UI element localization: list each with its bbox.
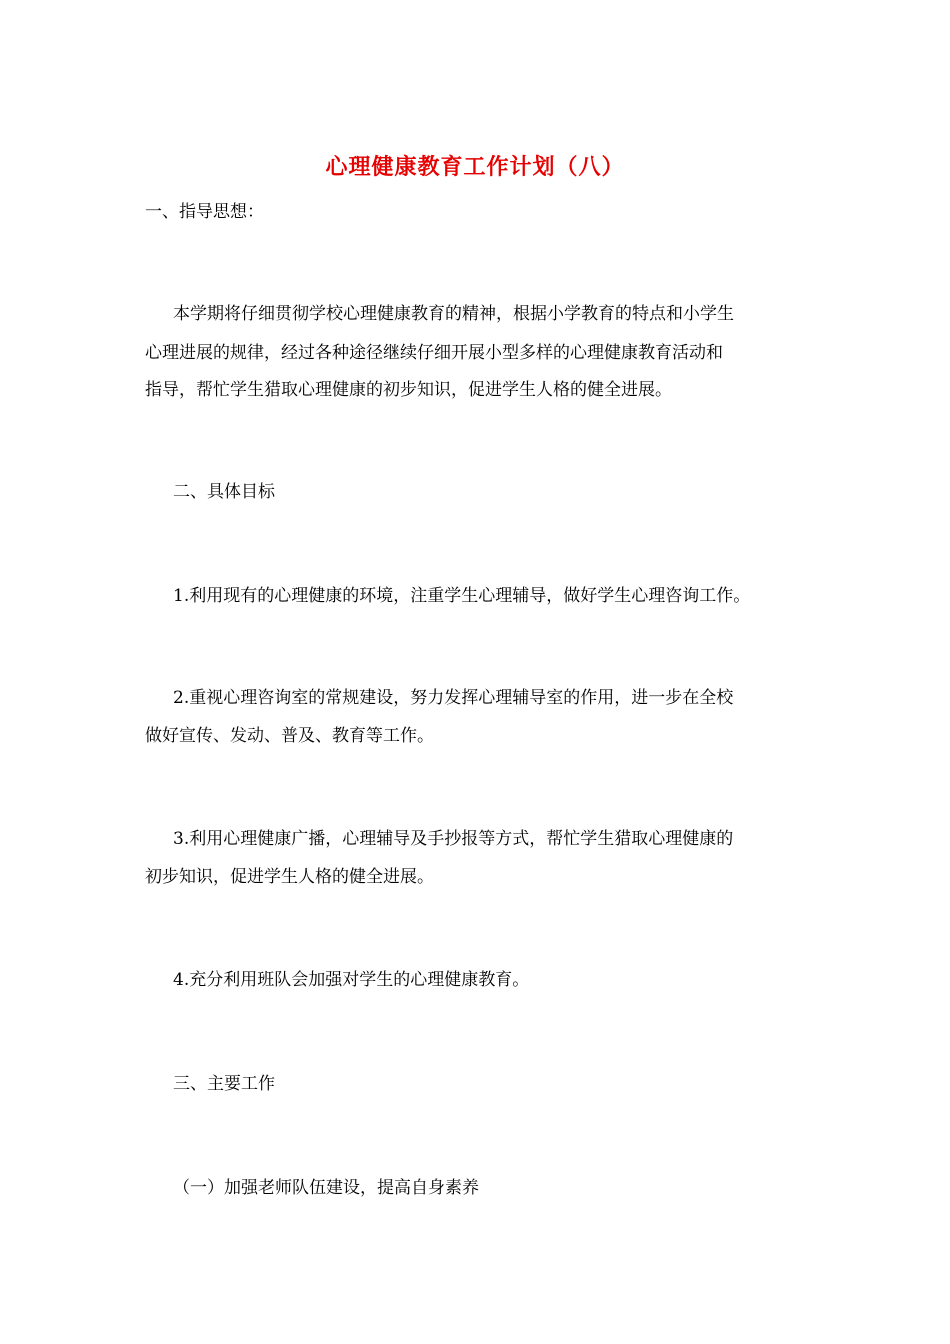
paragraph-line: 本学期将仔细贯彻学校心理健康教育的精神，根据小学教育的特点和小学生 [173, 304, 734, 324]
goal-item-3-line: 初步知识，促进学生人格的健全进展。 [145, 867, 434, 887]
section-heading-guiding-thought: 一、指导思想： [145, 202, 264, 222]
goal-item-2-line: 做好宣传、发动、普及、教育等工作。 [145, 726, 434, 746]
goal-item-4: 4.充分利用班队会加强对学生的心理健康教育。 [173, 970, 530, 990]
goal-item-1: 1.利用现有的心理健康的环境，注重学生心理辅导，做好学生心理咨询工作。 [173, 586, 751, 606]
paragraph-line: 心理进展的规律，经过各种途径继续仔细开展小型多样的心理健康教育活动和 [145, 343, 723, 363]
goal-item-3-line: 3.利用心理健康广播，心理辅导及手抄报等方式，帮忙学生猎取心理健康的 [173, 829, 734, 849]
paragraph-line: 指导，帮忙学生猎取心理健康的初步知识，促进学生人格的健全进展。 [145, 380, 672, 400]
document-title: 心理健康教育工作计划（八） [325, 154, 625, 180]
section-heading-specific-goals: 二、具体目标 [173, 482, 275, 502]
goal-item-2-line: 2.重视心理咨询室的常规建设，努力发挥心理辅导室的作用，进一步在全校 [173, 688, 734, 708]
subsection-heading-teacher-team: （一）加强老师队伍建设，提高自身素养 [173, 1178, 479, 1198]
section-heading-main-work: 三、主要工作 [173, 1074, 275, 1094]
